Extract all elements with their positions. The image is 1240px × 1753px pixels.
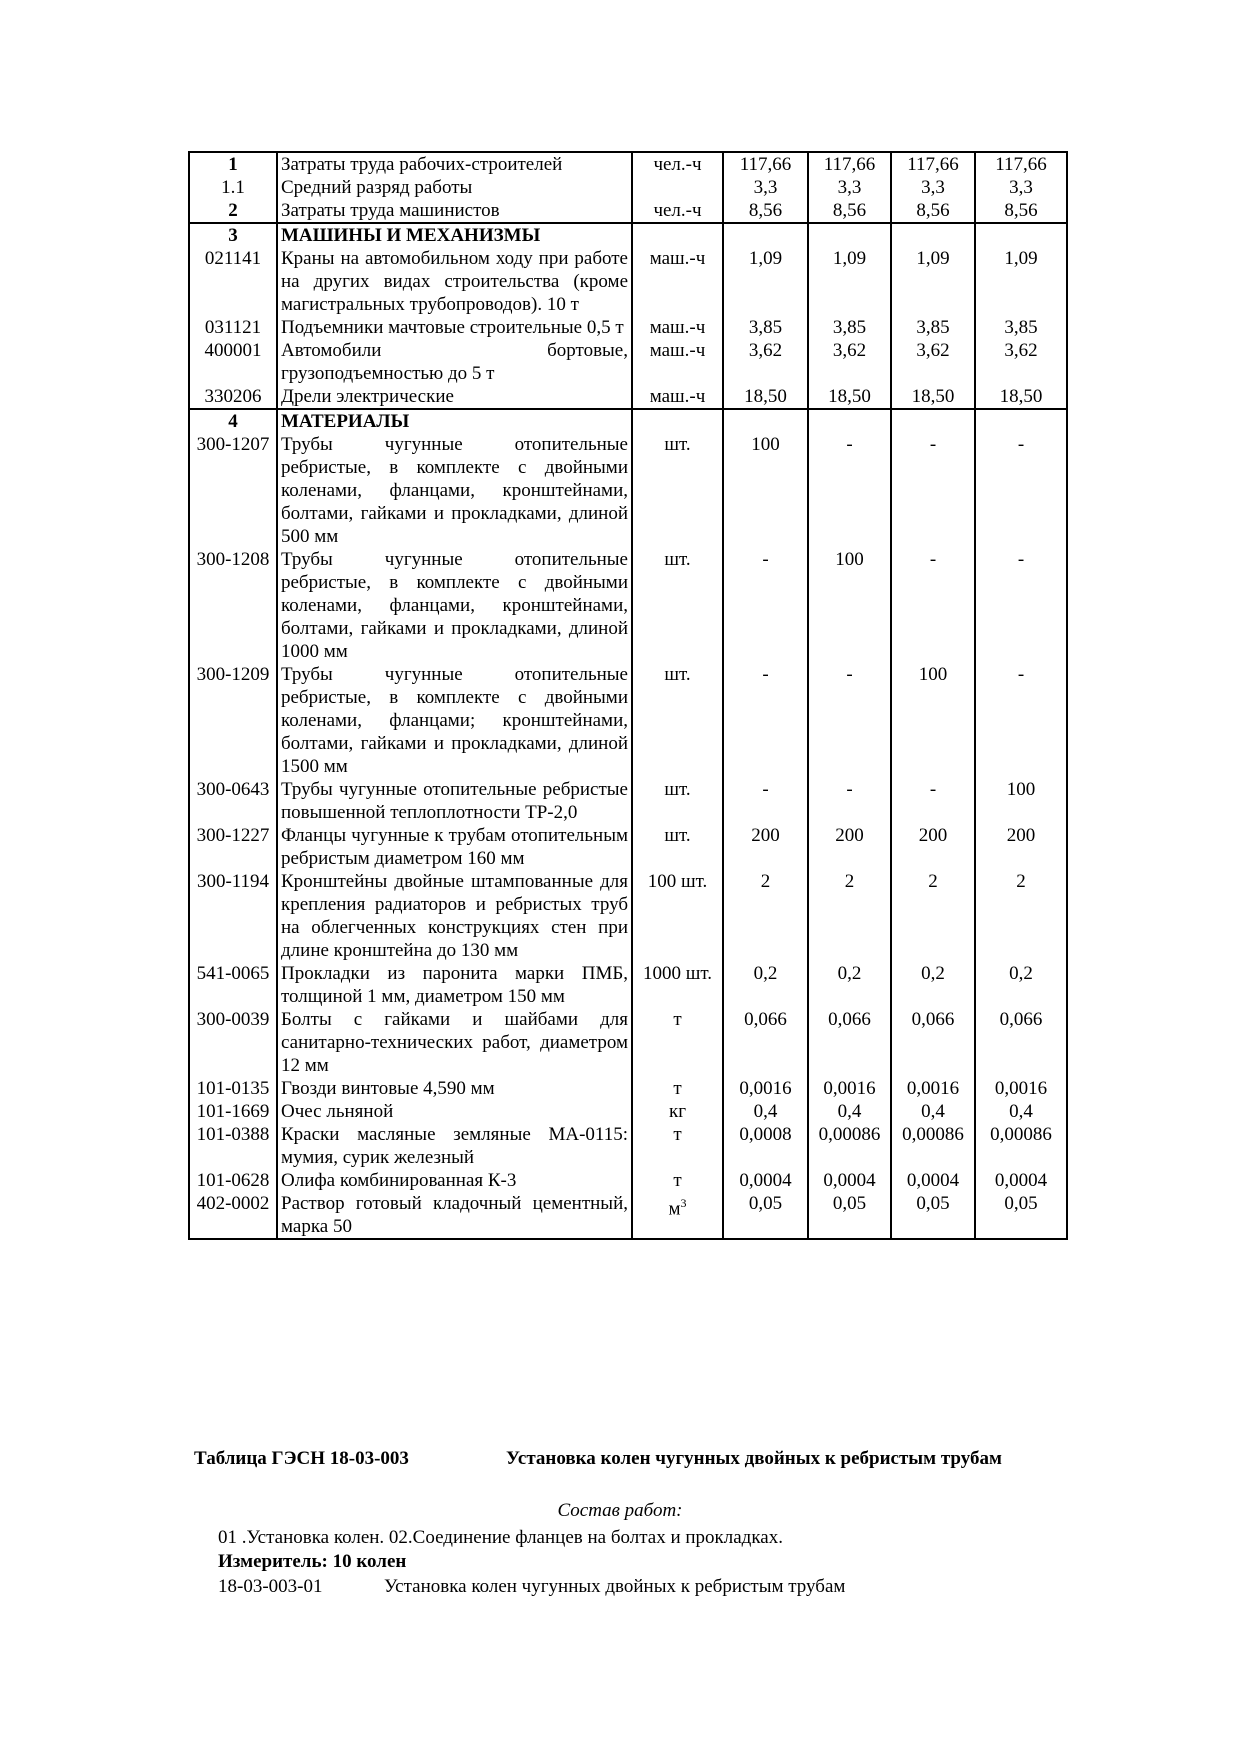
cell-value: -: [891, 433, 975, 548]
cell-value: 18,50: [723, 385, 808, 409]
cell-code: 4: [189, 409, 277, 433]
measure-unit: Измеритель: 10 колен: [218, 1551, 407, 1572]
cell-unit: [632, 870, 723, 962]
cell-value: 2: [723, 870, 808, 962]
cell-value: 0,0004: [975, 1169, 1067, 1192]
cell-name: МАШИНЫ И МЕХАНИЗМЫ: [277, 223, 632, 247]
cell-value: 0,0016: [975, 1077, 1067, 1100]
table-row: [189, 1169, 1067, 1192]
table-row: [189, 1100, 1067, 1123]
works-list: 01 .Установка колен. 02.Соединение фланцев на болтах и прокладках.: [218, 1527, 783, 1548]
table-row: [189, 339, 1067, 385]
cell-value: 200: [891, 824, 975, 870]
unit-text: т: [673, 1078, 682, 1099]
unit-text: т: [673, 1170, 682, 1191]
table-row: [189, 409, 1067, 433]
cell-name: Трубы чугунные отопительные ребристые, в комплекте с двойными коленами, фланцами; кронштейнами, болтами, гайками и прокладками, длиной 1500 мм: [277, 663, 632, 778]
cell-code: 300-1227: [189, 824, 277, 870]
cell-value: -: [975, 548, 1067, 663]
cell-value: 3,85: [891, 316, 975, 339]
cell-value: 200: [723, 824, 808, 870]
cell-value: 1,09: [975, 247, 1067, 316]
unit-text: маш.-ч: [649, 386, 706, 407]
cell-code: 2: [189, 199, 277, 223]
unit-text: маш.-ч: [649, 317, 706, 338]
table-row: [189, 870, 1067, 962]
unit-text: кг: [668, 1101, 687, 1122]
cell-unit: [632, 778, 723, 824]
cell-value: 3,85: [975, 316, 1067, 339]
table-body: [189, 152, 1067, 1239]
cell-value: 117,66: [975, 152, 1067, 176]
cell-value: 8,56: [975, 199, 1067, 223]
cell-code: 300-0643: [189, 778, 277, 824]
cell-name: МАТЕРИАЛЫ: [277, 409, 632, 433]
cell-value: 1,09: [891, 247, 975, 316]
cell-value: [891, 223, 975, 247]
cell-value: 3,85: [808, 316, 891, 339]
cell-code: 101-0135: [189, 1077, 277, 1100]
cell-code: 300-0039: [189, 1008, 277, 1077]
unit-superscript: 3: [680, 1196, 687, 1210]
cell-value: 0,0016: [891, 1077, 975, 1100]
cell-code: 541-0065: [189, 962, 277, 1008]
cell-value: [723, 409, 808, 433]
cell-value: 100: [723, 433, 808, 548]
cell-code: 300-1208: [189, 548, 277, 663]
cell-code: 1.1: [189, 176, 277, 199]
cell-value: 200: [808, 824, 891, 870]
table-row: [189, 824, 1067, 870]
cell-value: 3,3: [891, 176, 975, 199]
cell-value: 0,00086: [808, 1123, 891, 1169]
cell-value: 2: [808, 870, 891, 962]
cell-value: 0,0016: [808, 1077, 891, 1100]
cell-value: 3,62: [723, 339, 808, 385]
cell-value: -: [723, 548, 808, 663]
table-row: [189, 433, 1067, 548]
cell-unit: [632, 1100, 723, 1123]
cell-value: 8,56: [891, 199, 975, 223]
cell-code: 3: [189, 223, 277, 247]
cell-value: 0,05: [891, 1192, 975, 1239]
cell-value: 3,3: [975, 176, 1067, 199]
cell-unit: [632, 199, 723, 223]
cell-code: 101-0628: [189, 1169, 277, 1192]
rate-name: Установка колен чугунных двойных к ребристым трубам: [384, 1576, 846, 1597]
cell-value: 0,4: [975, 1100, 1067, 1123]
table-row: [189, 247, 1067, 316]
cell-value: -: [891, 548, 975, 663]
cell-name: Кронштейны двойные штампованные для крепления радиаторов и ребристых труб на облегченных конструкциях стен при длине кронштейна до 130 мм: [277, 870, 632, 962]
unit-text: шт.: [664, 434, 691, 455]
cell-name: Затраты труда рабочих-строителей: [277, 152, 632, 176]
cell-value: 0,0008: [723, 1123, 808, 1169]
cell-name: Подъемники мачтовые строительные 0,5 т: [277, 316, 632, 339]
cell-value: 18,50: [975, 385, 1067, 409]
cell-value: -: [975, 433, 1067, 548]
cell-value: 18,50: [891, 385, 975, 409]
cell-name: Автомобили бортовые, грузоподъемностью до 5 т: [277, 339, 632, 385]
cell-value: [723, 223, 808, 247]
cell-value: 117,66: [808, 152, 891, 176]
table-row: [189, 1008, 1067, 1077]
cell-unit: [632, 409, 723, 433]
cell-unit: [632, 1169, 723, 1192]
rate-code: 18-03-003-01: [218, 1576, 323, 1597]
cell-value: 3,3: [723, 176, 808, 199]
table-row: [189, 223, 1067, 247]
cell-code: 021141: [189, 247, 277, 316]
unit-text: маш.-ч: [649, 340, 706, 361]
cell-code: 330206: [189, 385, 277, 409]
cell-name: Очес льняной: [277, 1100, 632, 1123]
cell-unit: [632, 176, 723, 199]
cell-value: 3,62: [808, 339, 891, 385]
cell-value: [975, 409, 1067, 433]
cell-value: 0,00086: [891, 1123, 975, 1169]
cell-name: Затраты труда машинистов: [277, 199, 632, 223]
cell-value: 100: [891, 663, 975, 778]
cell-value: 0,05: [808, 1192, 891, 1239]
table-row: [189, 778, 1067, 824]
cell-value: 100: [808, 548, 891, 663]
unit-text: шт.: [664, 549, 691, 570]
cell-value: 3,3: [808, 176, 891, 199]
cell-name: Болты с гайками и шайбами для санитарно-технических работ, диаметром 12 мм: [277, 1008, 632, 1077]
cell-value: 0,0004: [891, 1169, 975, 1192]
cell-value: 0,2: [723, 962, 808, 1008]
cell-value: 18,50: [808, 385, 891, 409]
cell-value: 8,56: [723, 199, 808, 223]
cell-value: 0,066: [891, 1008, 975, 1077]
cell-value: -: [891, 778, 975, 824]
unit-text: т: [673, 1009, 682, 1030]
unit-text: м: [668, 1198, 681, 1220]
cell-code: 402-0002: [189, 1192, 277, 1239]
cell-code: 101-1669: [189, 1100, 277, 1123]
unit-text: 1000 шт.: [642, 963, 712, 984]
cell-value: 0,066: [723, 1008, 808, 1077]
cell-value: [808, 409, 891, 433]
cell-name: Краски масляные земляные МА-0115: мумия, сурик железный: [277, 1123, 632, 1169]
cell-unit: [632, 316, 723, 339]
unit-text: шт.: [664, 664, 691, 685]
cell-unit: [632, 385, 723, 409]
cell-name: Раствор готовый кладочный цементный, марка 50: [277, 1192, 632, 1239]
cell-value: 0,05: [723, 1192, 808, 1239]
cell-name: Олифа комбинированная К-3: [277, 1169, 632, 1192]
cell-value: 0,4: [891, 1100, 975, 1123]
cell-value: -: [723, 778, 808, 824]
cell-unit: [632, 962, 723, 1008]
resource-table: [188, 151, 1068, 1240]
cell-name: Гвозди винтовые 4,590 мм: [277, 1077, 632, 1100]
cell-value: -: [723, 663, 808, 778]
cell-value: 117,66: [723, 152, 808, 176]
cell-value: 0,00086: [975, 1123, 1067, 1169]
table-row: [189, 316, 1067, 339]
table-row: [189, 385, 1067, 409]
cell-value: 1,09: [808, 247, 891, 316]
works-heading: Состав работ:: [557, 1500, 683, 1521]
cell-name: Средний разряд работы: [277, 176, 632, 199]
cell-value: [808, 223, 891, 247]
cell-name: Прокладки из паронита марки ПМБ, толщиной 1 мм, диаметром 150 мм: [277, 962, 632, 1008]
unit-text: чел.-ч: [653, 200, 702, 221]
cell-unit: [632, 433, 723, 548]
table-row: [189, 176, 1067, 199]
cell-unit: [632, 1008, 723, 1077]
cell-code: 101-0388: [189, 1123, 277, 1169]
cell-value: 0,0004: [808, 1169, 891, 1192]
cell-name: Фланцы чугунные к трубам отопительным ребристым диаметром 160 мм: [277, 824, 632, 870]
cell-value: [975, 223, 1067, 247]
cell-code: 300-1209: [189, 663, 277, 778]
cell-unit: [632, 1192, 723, 1239]
cell-unit: [632, 663, 723, 778]
table-row: [189, 1077, 1067, 1100]
table-row: [189, 1123, 1067, 1169]
cell-value: 0,2: [975, 962, 1067, 1008]
cell-name: Трубы чугунные отопительные ребристые, в комплекте с двойными коленами, фланцами, кронштейнами, болтами, гайками и прокладками, длиной 500 мм: [277, 433, 632, 548]
cell-value: 100: [975, 778, 1067, 824]
cell-value: 2: [975, 870, 1067, 962]
table-id: Таблица ГЭСН 18-03-003: [194, 1448, 409, 1469]
cell-value: 0,2: [808, 962, 891, 1008]
cell-name: Дрели электрические: [277, 385, 632, 409]
table-title: Установка колен чугунных двойных к ребристым трубам: [506, 1448, 1002, 1469]
cell-value: 0,2: [891, 962, 975, 1008]
unit-text: чел.-ч: [653, 154, 702, 175]
table-row: [189, 548, 1067, 663]
cell-value: 0,4: [723, 1100, 808, 1123]
cell-unit: [632, 1077, 723, 1100]
cell-name: Трубы чугунные отопительные ребристые, в комплекте с двойными коленами, фланцами, кронштейнами, болтами, гайками и прокладками, длиной 1000 мм: [277, 548, 632, 663]
table-row: [189, 663, 1067, 778]
cell-value: -: [975, 663, 1067, 778]
cell-name: Краны на автомобильном ходу при работе на других видах строительства (кроме магистральных трубопроводов). 10 т: [277, 247, 632, 316]
cell-value: 2: [891, 870, 975, 962]
cell-value: -: [808, 778, 891, 824]
cell-unit: [632, 1123, 723, 1169]
cell-value: -: [808, 433, 891, 548]
cell-value: 0,066: [975, 1008, 1067, 1077]
cell-name: Трубы чугунные отопительные ребристые повышенной теплоплотности ТР-2,0: [277, 778, 632, 824]
cell-value: 0,4: [808, 1100, 891, 1123]
cell-value: 3,62: [975, 339, 1067, 385]
cell-value: 3,62: [891, 339, 975, 385]
cell-value: 0,0016: [723, 1077, 808, 1100]
cell-unit: [632, 824, 723, 870]
cell-value: 0,05: [975, 1192, 1067, 1239]
cell-unit: [632, 247, 723, 316]
cell-value: 117,66: [891, 152, 975, 176]
cell-value: 8,56: [808, 199, 891, 223]
cell-code: 300-1207: [189, 433, 277, 548]
table-row: [189, 962, 1067, 1008]
table-row: [189, 1192, 1067, 1239]
table-row: [189, 199, 1067, 223]
cell-unit: [632, 152, 723, 176]
cell-value: -: [808, 663, 891, 778]
unit-text: т: [673, 1124, 682, 1145]
cell-value: [891, 409, 975, 433]
cell-unit: [632, 339, 723, 385]
cell-value: 1,09: [723, 247, 808, 316]
cell-code: 1: [189, 152, 277, 176]
cell-unit: [632, 223, 723, 247]
cell-code: 031121: [189, 316, 277, 339]
cell-value: 0,066: [808, 1008, 891, 1077]
cell-value: 3,85: [723, 316, 808, 339]
cell-value: 0,0004: [723, 1169, 808, 1192]
cell-code: 300-1194: [189, 870, 277, 962]
unit-text: шт.: [664, 779, 691, 800]
unit-text: маш.-ч: [649, 248, 706, 269]
table-row: [189, 152, 1067, 176]
cell-value: 200: [975, 824, 1067, 870]
cell-unit: [632, 548, 723, 663]
unit-text: шт.: [664, 825, 691, 846]
cell-code: 400001: [189, 339, 277, 385]
unit-text: 100 шт.: [647, 871, 708, 892]
